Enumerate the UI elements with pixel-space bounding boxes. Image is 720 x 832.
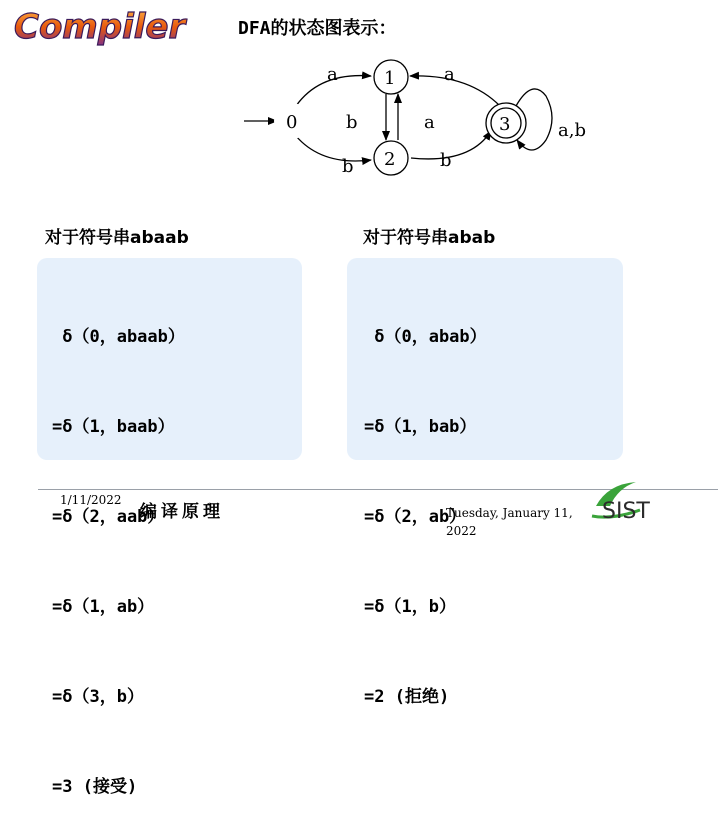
edge-label-3-3: a,b bbox=[558, 120, 586, 141]
footer-day-line2: 2022 bbox=[446, 524, 477, 538]
derivation-line: =δ（2，ab） bbox=[364, 507, 467, 527]
derivation-line: δ（0，abab） bbox=[364, 327, 487, 347]
sist-logo-text: SIST bbox=[602, 499, 650, 524]
derivation-result-reject: =2 (拒绝) bbox=[364, 687, 450, 707]
derivation-line: =δ（1，ab） bbox=[52, 597, 155, 617]
heading-abaab: 对于符号串abaab bbox=[45, 228, 189, 248]
footer-course-name: 编译原理 bbox=[140, 502, 224, 522]
footer-day-line1: Tuesday, January 11, bbox=[446, 506, 573, 520]
edge-label-0-1: a bbox=[327, 64, 338, 85]
derivation-line: =δ（1，bab） bbox=[364, 417, 477, 437]
footer-date: 1/11/2022 bbox=[60, 493, 122, 507]
derivation-result-accept: =3 (接受) bbox=[52, 777, 138, 797]
derivation-line: δ（0，abaab） bbox=[52, 327, 185, 347]
state-label-0: 0 bbox=[286, 112, 298, 133]
derivation-line: =δ（3，b） bbox=[52, 687, 144, 707]
heading-abab: 对于符号串abab bbox=[363, 228, 496, 248]
state-label-2: 2 bbox=[384, 149, 396, 170]
edge-0-2 bbox=[296, 136, 371, 161]
state-label-1: 1 bbox=[384, 68, 396, 89]
edge-1-3 bbox=[410, 76, 500, 106]
derivation-line: =δ（1，baab） bbox=[52, 417, 175, 437]
state-label-3: 3 bbox=[499, 114, 511, 135]
derivation-line: =δ（2，aab） bbox=[52, 507, 165, 527]
edge-label-2-3: b bbox=[440, 150, 452, 171]
footer-day-date bbox=[446, 504, 586, 540]
edge-label-1-2: b bbox=[346, 112, 358, 133]
edge-label-2-1: a bbox=[424, 112, 435, 133]
slide-title: DFA的状态图表示： bbox=[238, 18, 397, 39]
derivation-abaab bbox=[52, 262, 185, 832]
edge-label-0-2: b bbox=[342, 156, 354, 177]
sist-logo bbox=[588, 476, 663, 524]
derivation-line: =δ（1，b） bbox=[364, 597, 456, 617]
derivation-abab bbox=[364, 262, 487, 742]
edge-label-1-3: a bbox=[444, 64, 455, 85]
compiler-logo-text: Compiler bbox=[14, 7, 186, 47]
